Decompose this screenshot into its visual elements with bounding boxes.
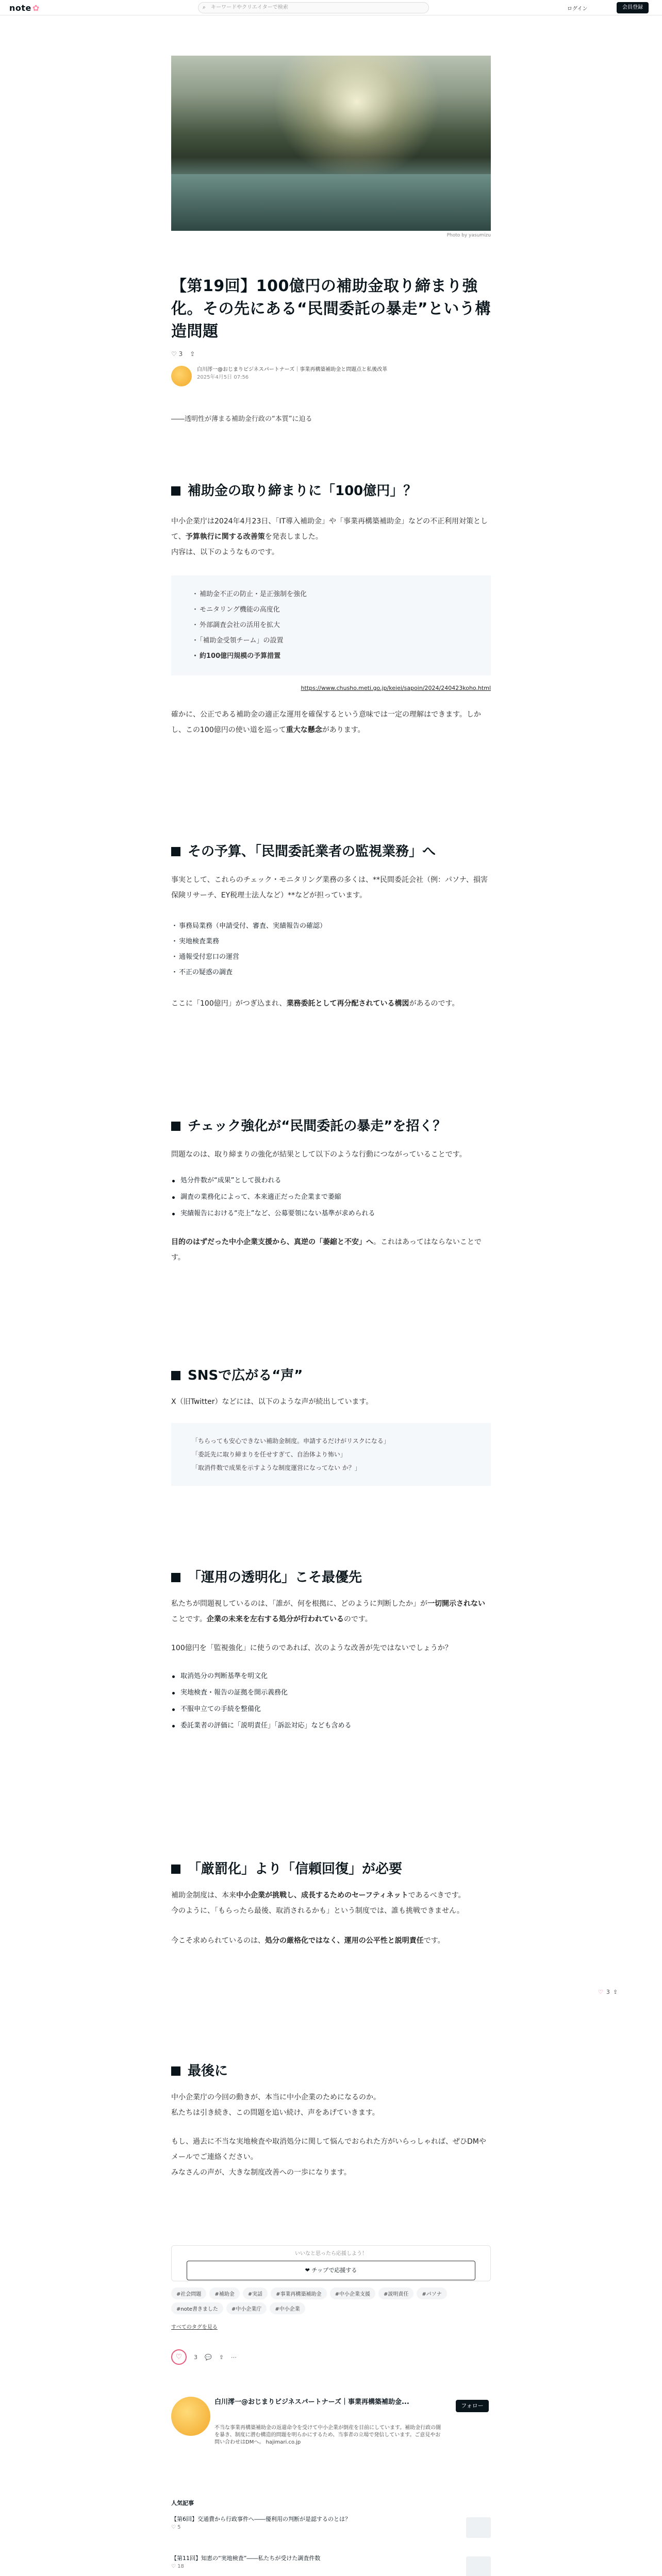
tag[interactable]: #パソナ [417,2287,446,2299]
tag[interactable]: #中小企業庁 [226,2302,267,2314]
site-header [0,0,662,15]
list-item: ・ モニタリング機能の高度化 [192,602,470,618]
square-icon [171,1865,180,1874]
section-3 [171,1117,491,1265]
paragraph: 今こそ求められているのは、処分の厳格化ではなく、運用の公平性と説明責任です。 [171,1937,445,1945]
author-name[interactable]: 白川澪一@おじまりビジネスパートナーズ｜事業再構築補助金... [214,2398,409,2406]
bullet-list [171,1668,491,1734]
article-title: 【第19回】100億円の補助金取り締まり強化。その先にある“民間委託の暴走”という構造問題 [171,277,491,341]
paragraph: 中小企業庁の今回の動きが、本当に中小企業のためになるのか。 [171,2093,380,2102]
square-icon [171,1371,180,1380]
author-line[interactable] [171,366,491,386]
section-heading: 「運用の透明化」こそ最優先 [171,1568,491,1587]
tag[interactable]: #説明責任 [378,2287,413,2299]
list-item: 実績報告における“売上”など、公募要領にない基準が求められる [171,1206,491,1222]
section-1 [171,482,491,738]
support-box [171,2245,491,2281]
paragraph: 100億円を「監視強化」に使うのであれば、次のような改善が先ではないでしょうか？ [171,1644,452,1652]
article [171,56,491,423]
section-5 [171,1568,491,1734]
follow-button[interactable]: フォロー [456,2400,489,2412]
share-icon[interactable]: ⇪ [190,350,195,358]
hero-image [171,56,491,231]
author-description: 不当な事業再構築補助金の返還命令を受けて中小企業が倒産を目前にしています。補助金行政の闇を暴き、制度に潜む構造的問題を明らかにするため、当事者の立場で発信しています。ご意見やお問い合わせはDMへ。 hajimari.co.jp [214,2425,441,2445]
tag[interactable]: #事業再構築補助金 [271,2287,326,2299]
tag[interactable]: #中小企業支援 [330,2287,375,2299]
heading-text: 補助金の取り締まりに「100億円」？ [188,483,417,499]
tag[interactable]: #note書きました [171,2302,223,2314]
flower-icon: ✿ [32,3,40,13]
section-2 [171,842,491,1011]
all-tags-link[interactable]: すべてのタグを見る [171,2325,218,2330]
tip-button[interactable]: ❤ チップで応援する [187,2261,475,2280]
signup-button[interactable]: 会員登録 [617,2,649,13]
list-item: 実地検査・報告の証拠を開示義務化 [171,1685,491,1701]
section-heading: SNSで広がる“声” [171,1366,491,1385]
section-heading: チェック強化が“民間委託の暴走”を招く？ [171,1117,491,1136]
paragraph: もし、過去に不当な実地検査や取消処分に関して悩んでおられた方がいらっしゃれば、ぜひDMやメールでご連絡ください。 [171,2138,486,2161]
paragraph: 今のように、「もらったら最後、取消されるかも」という制度では、誰も挑戦できません。 [171,1907,464,1915]
paragraph: 確かに、公正である補助金の適正な運用を確保するという意味では一定の理解はできます。しかし、この100億円の使い道を巡って重大な懸念があります。 [171,710,481,734]
action-bar [171,2349,237,2365]
section-heading: 「厳罰化」より「信頼回復」が必要 [171,1860,491,1878]
quote-box [171,575,491,675]
thumbnail [466,2517,491,2538]
photo-credit: Photo by yasumizu [446,233,491,238]
list-item: ・ 不正の疑惑の調査 [171,965,491,980]
list-item: 不服申立ての手続を整備化 [171,1701,491,1718]
tag-list [171,2287,491,2314]
bold-text: 予算執行に関する改善策 [185,533,265,541]
paragraph: X（旧Twitter）などには、以下のような声が続出しています。 [171,1398,373,1406]
list-item: 取消処分の判断基準を明文化 [171,1668,491,1685]
thumbnail [466,2556,491,2576]
list-item: ・ 外部調査会社の活用を拡大 [192,618,470,633]
avatar[interactable] [171,366,192,386]
list-item: ・ 事務局業務（申請受付、審査、実績報告の確認） [171,919,491,934]
avatar[interactable] [171,2397,210,2436]
square-icon [171,847,180,856]
quote-line: 「ちらっても安心できない補助金制度。申請するだけがリスクになる」 [192,1437,390,1445]
square-icon [171,486,180,496]
note-logo[interactable] [9,3,40,13]
list-item: 処分件数が“成果”として扱われる [171,1173,491,1189]
logo-text: note [9,3,31,13]
publish-date: 2025年4月5日 07:56 [197,375,249,380]
bullet-list [171,1173,491,1222]
section-4 [171,1366,491,1486]
search-input[interactable] [198,2,429,13]
lead-text: ――透明性が薄まる補助金行政の“本質”に迫る [171,415,312,423]
more-icon[interactable]: ⋯ [230,2353,237,2361]
heart-icon[interactable]: ♡ [171,2349,187,2365]
list-item: ・ 通報受付窓口の運営 [171,950,491,965]
list-item: 委託業者の評価に「説明責任」「訴訟対応」なども含める [171,1718,491,1734]
popular-articles [171,2499,491,2576]
list-item[interactable]: 【第6回】交通費から行政事件へ――優利用の判断が是認するのとは？ ♡ 5 [171,2515,491,2546]
list-item: ・ 補助金不正の防止・是正強制を強化 [192,587,470,602]
square-icon [171,2066,180,2076]
share-icon[interactable]: ⇪ [219,2353,224,2361]
section-heading: その予算、「民間委託業者の監視業務」へ [171,842,491,861]
paragraph: ここに「100億円」がつぎ込まれ、業務委託として再分配されている構図があるのです。 [171,999,459,1008]
list-item[interactable]: 【第11回】知恵の“実地検査”――私たちが受けた調査件数 ♡ 18 [171,2554,491,2576]
paragraph: 私たちが問題視しているのは、「誰が、何を根拠に、どのように判断したか」が一切開示されないことです。企業の未来を左右する処分が行われているのです。 [171,1600,485,1623]
paragraph: 事実として、これらのチェック・モニタリング業務の多くは、**民間委託会社（例：パソナ、損害保険リサーチ、EY税理士法人など）**などが担っています。 [171,876,488,900]
source-link[interactable]: https://www.chusho.meti.go.jp/keiei/sapoin/2024/240423koho.html [301,685,491,691]
paragraph: 目的のはずだった中小企業支援から、真逆の「萎縮と不安」へ。これはあってはならないことです。 [171,1238,482,1262]
like-count: 3 [194,2353,197,2361]
quote-line: 「委託先に取り締まりを任せすぎて、自治体より怖い」 [192,1451,346,1458]
support-question: いいなと思ったら応援しよう！ [295,2251,367,2257]
paragraph: 内容は、以下のようなものです。 [171,548,279,556]
tag[interactable]: #中小企業 [270,2302,305,2314]
tag[interactable]: #補助金 [209,2287,239,2299]
paragraph: 問題なのは、取り締まりの強化が結果として以下のような行動につながっていることです。 [171,1150,467,1159]
comment-icon[interactable]: 💬 [205,2353,212,2361]
popular-title: 人気記事 [171,2500,194,2506]
list-item: 調査の業務化によって、本来適正だった企業まで萎縮 [171,1189,491,1206]
section-7 [171,2062,491,2180]
list-item: ・ 「補助金受領チーム」の設置 [192,633,470,649]
like-count: 3 [178,350,183,358]
search-placeholder: キーワードやクリエイターで検索 [211,5,288,10]
square-icon [171,1122,180,1131]
square-icon [171,1573,180,1582]
paragraph: みなさんの声が、大きな制度改善への一歩になります。 [171,2168,351,2177]
floating-actions [598,1989,618,1995]
tip-icon: ❤ [305,2267,310,2274]
bullet-list [171,919,491,980]
heart-icon[interactable]: ♡ 3 [171,350,183,358]
share-icon[interactable]: ⇪ [613,1989,618,1995]
search-icon: ⌕ [203,5,206,10]
section-heading [171,482,491,500]
quote-line: 「取消件数で成果を示すような制度運営になってない か？」 [192,1464,361,1471]
like-count: 3 [606,1989,610,1995]
heart-icon[interactable]: ♡ [598,1989,603,1995]
paragraph: 補助金制度は、本来中小企業が挑戦し、成長するためのセーフティネットであるべきです。 [171,1891,466,1900]
section-heading: 最後に [171,2062,491,2080]
quote-box [171,1423,491,1486]
tag[interactable]: #社会問題 [171,2287,206,2299]
article-meta [171,350,491,358]
author-name[interactable]: 白川澪一@おじまりビジネスパートナーズ｜事業再構築補助金と問題点と私後改革 [197,367,388,372]
login-link[interactable]: ログイン [567,6,588,12]
list-item: ・ 約100億円規模の予算措置 [192,649,470,664]
section-6 [171,1860,491,1948]
list-item: ・ 実地検査業務 [171,934,491,950]
paragraph: 私たちは引き続き、この問題を追い続け、声をあげていきます。 [171,2109,379,2117]
paragraph: 中小企業庁は2024年4月23日、「IT導入補助金」や「事業再構築補助金」などの不正利用対策として、予算執行に関する改善策を発表しました。 [171,517,488,541]
tag[interactable]: #実話 [243,2287,268,2299]
